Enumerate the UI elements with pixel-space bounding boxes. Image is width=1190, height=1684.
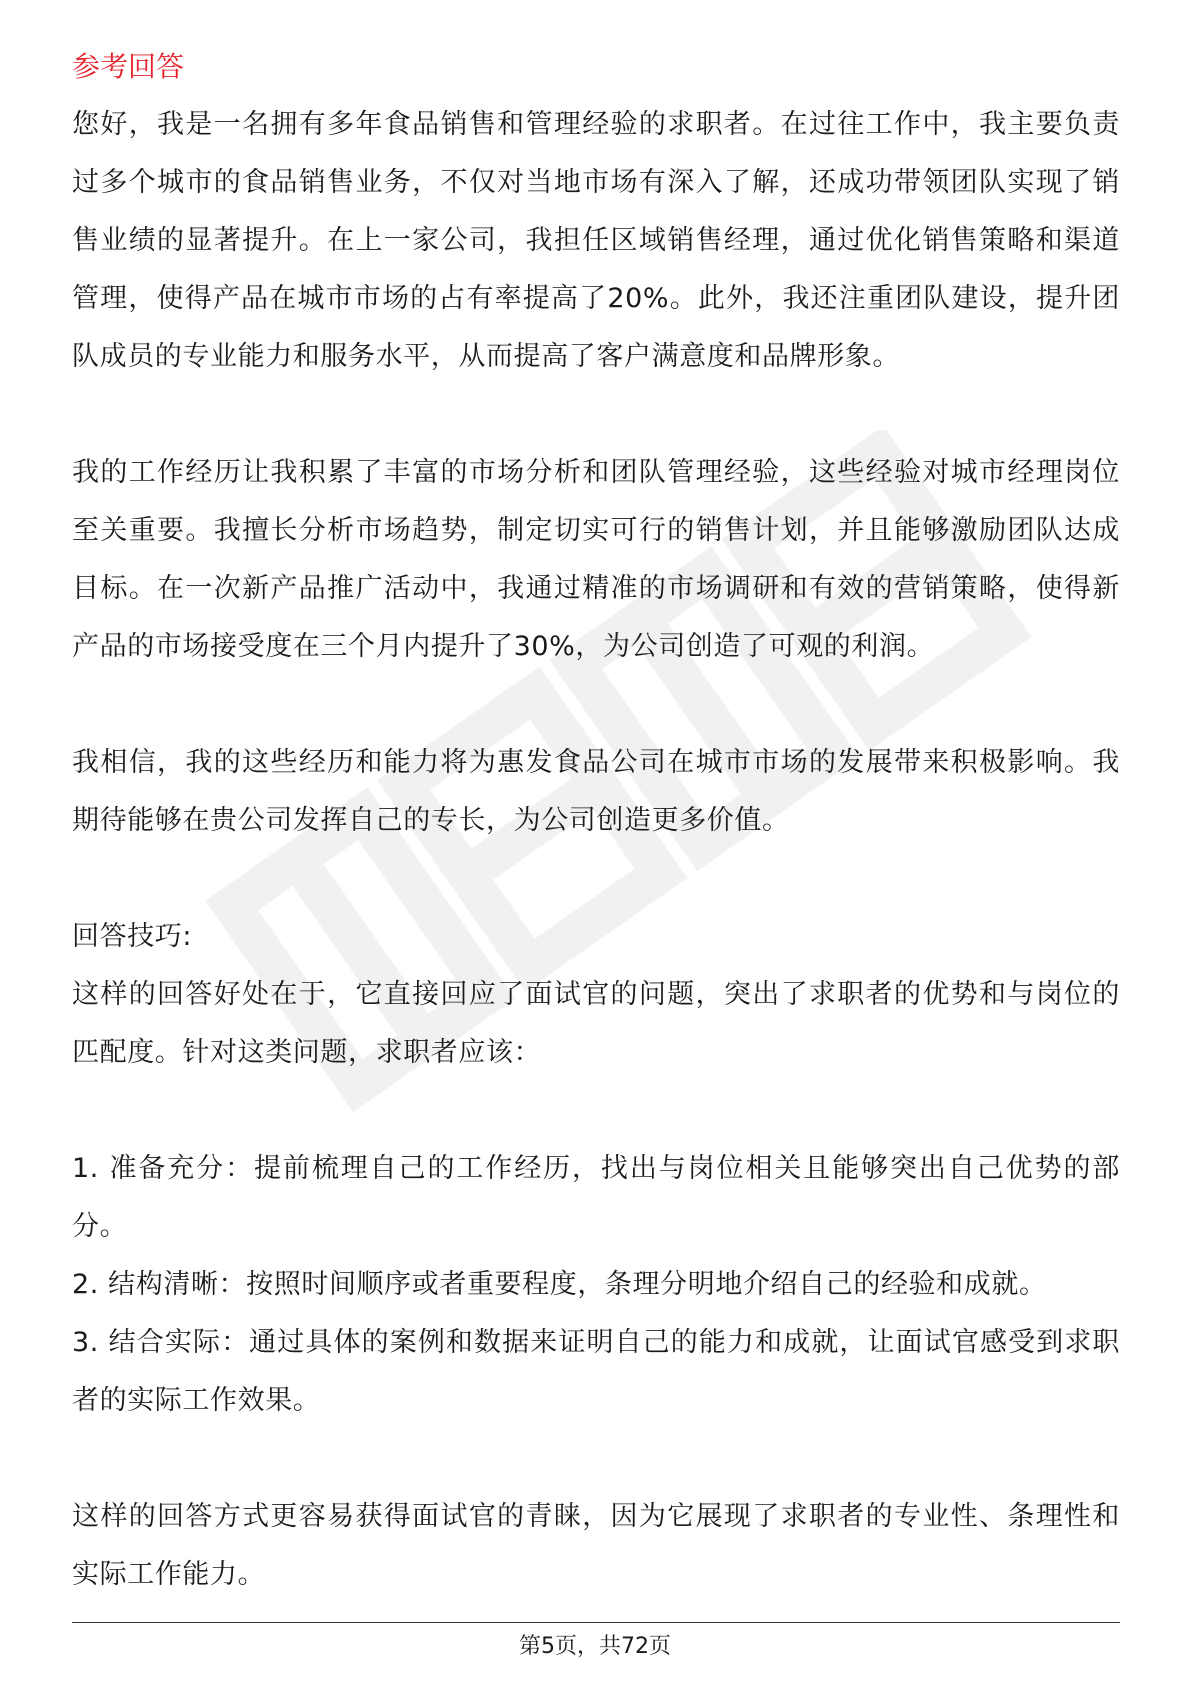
tips-list-item-3: 3. 结合实际：通过具体的案例和数据来证明自己的能力和成就，让面试官感受到求职者的实际工作效果。 [72,1327,1120,1416]
answer-paragraph-1: 您好，我是一名拥有多年食品销售和管理经验的求职者。在过往工作中，我主要负责过多个城市的食品销售业务，不仅对当地市场有深入了解，还成功带领团队实现了销售业绩的显著提升。在上一家公司，我担任区域销售经理，通过优化销售策略和渠道管理，使得产品在城市市场的占有率提高了20%。此外，我还注重团队建设，提升团队成员的专业能力和服务水平，从而提高了客户满意度和品牌形象。 [72,109,1120,372]
paragraph-gap [72,386,1120,444]
section-title: 参考回答 [72,50,185,83]
tips-label: 回答技巧: [72,921,193,952]
closing-paragraph: 这样的回答方式更容易获得面试官的青睐，因为它展现了求职者的专业性、条理性和实际工作能力。 [72,1501,1120,1590]
paragraph-gap [72,850,1120,908]
tips-list-item-2: 2. 结构清晰：按照时间顺序或者重要程度，条理分明地介绍自己的经验和成就。 [72,1269,1047,1300]
tips-list-item-1: 1. 准备充分：提前梳理自己的工作经历，找出与岗位相关且能够突出自己优势的部分。 [72,1153,1120,1242]
paragraph-gap [72,1430,1120,1488]
paragraph-gap [72,676,1120,734]
answer-paragraph-2: 我的工作经历让我积累了丰富的市场分析和团队管理经验，这些经验对城市经理岗位至关重要。我擅长分析市场趋势，制定切实可行的销售计划，并且能够激励团队达成目标。在一次新产品推广活动中，我通过精准的市场调研和有效的营销策略，使得新产品的市场接受度在三个月内提升了30%，为公司创造了可观的利润。 [72,457,1120,662]
tips-intro: 这样的回答好处在于，它直接回应了面试官的问题，突出了求职者的优势和与岗位的匹配度。针对这类问题，求职者应该： [72,979,1120,1068]
footer-divider [72,1622,1120,1623]
answer-paragraph-3: 我相信，我的这些经历和能力将为惠发食品公司在城市市场的发展带来积极影响。我期待能够在贵公司发挥自己的专长，为公司创造更多价值。 [72,747,1120,836]
page-number: 第5页，共72页 [519,1634,671,1659]
paragraph-gap [72,1082,1120,1140]
document-body [72,46,1120,1604]
